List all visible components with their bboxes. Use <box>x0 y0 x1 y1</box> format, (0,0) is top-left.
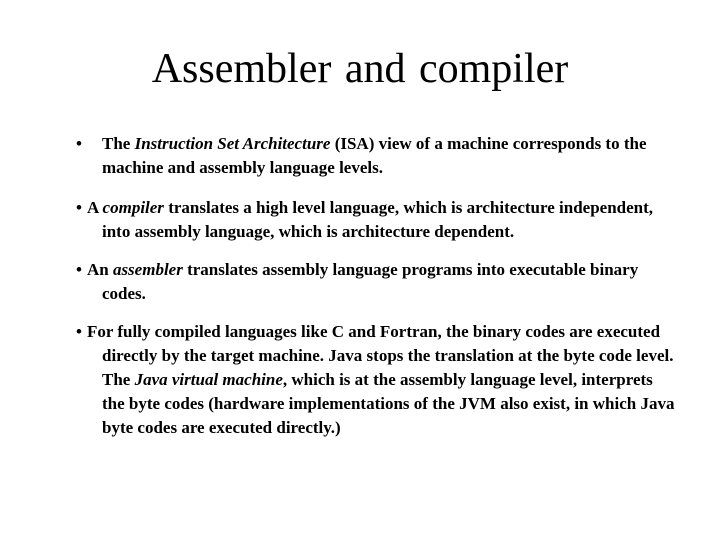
bullet-java <box>76 320 676 440</box>
bullet-assembler <box>76 258 676 306</box>
bullet-icon: • <box>76 260 82 279</box>
bullet-text-pre: A <box>86 198 103 217</box>
bullet-text-post: (ISA) view of a machine corresponds to the machine and assembly language levels. <box>102 134 647 177</box>
bullet-text-post: , which is at the assembly language level, interprets the byte codes (hardware implementations of the JVM also exist, in which Java byte codes are executed directly.) <box>102 370 675 437</box>
bullet-text-post: translates a high level language, which is architecture independent, into assembly language, which is architecture dependent. <box>102 198 654 241</box>
bullet-text-pre: The <box>102 134 135 153</box>
bullet-icon: • <box>76 198 82 217</box>
bullet-text-pre: An <box>86 260 113 279</box>
bullet-emphasis: Instruction Set Architecture <box>134 134 331 153</box>
bullet-icon: • <box>76 134 82 153</box>
bullet-list <box>76 132 676 454</box>
bullet-text-pre: For fully compiled languages like C and Fortran, the binary codes are executed directly by the target machine. Java stops the translation at the byte code level. The <box>86 322 674 389</box>
bullet-emphasis: compiler <box>102 198 164 217</box>
bullet-text-post: translates assembly language programs into executable binary codes. <box>102 260 639 303</box>
bullet-emphasis: assembler <box>112 260 183 279</box>
bullet-icon: • <box>76 322 82 341</box>
bullet-compiler <box>76 196 676 244</box>
bullet-isa <box>76 132 676 180</box>
slide-title: Assembler and compiler <box>151 46 569 92</box>
bullet-emphasis: Java virtual machine <box>134 370 283 389</box>
